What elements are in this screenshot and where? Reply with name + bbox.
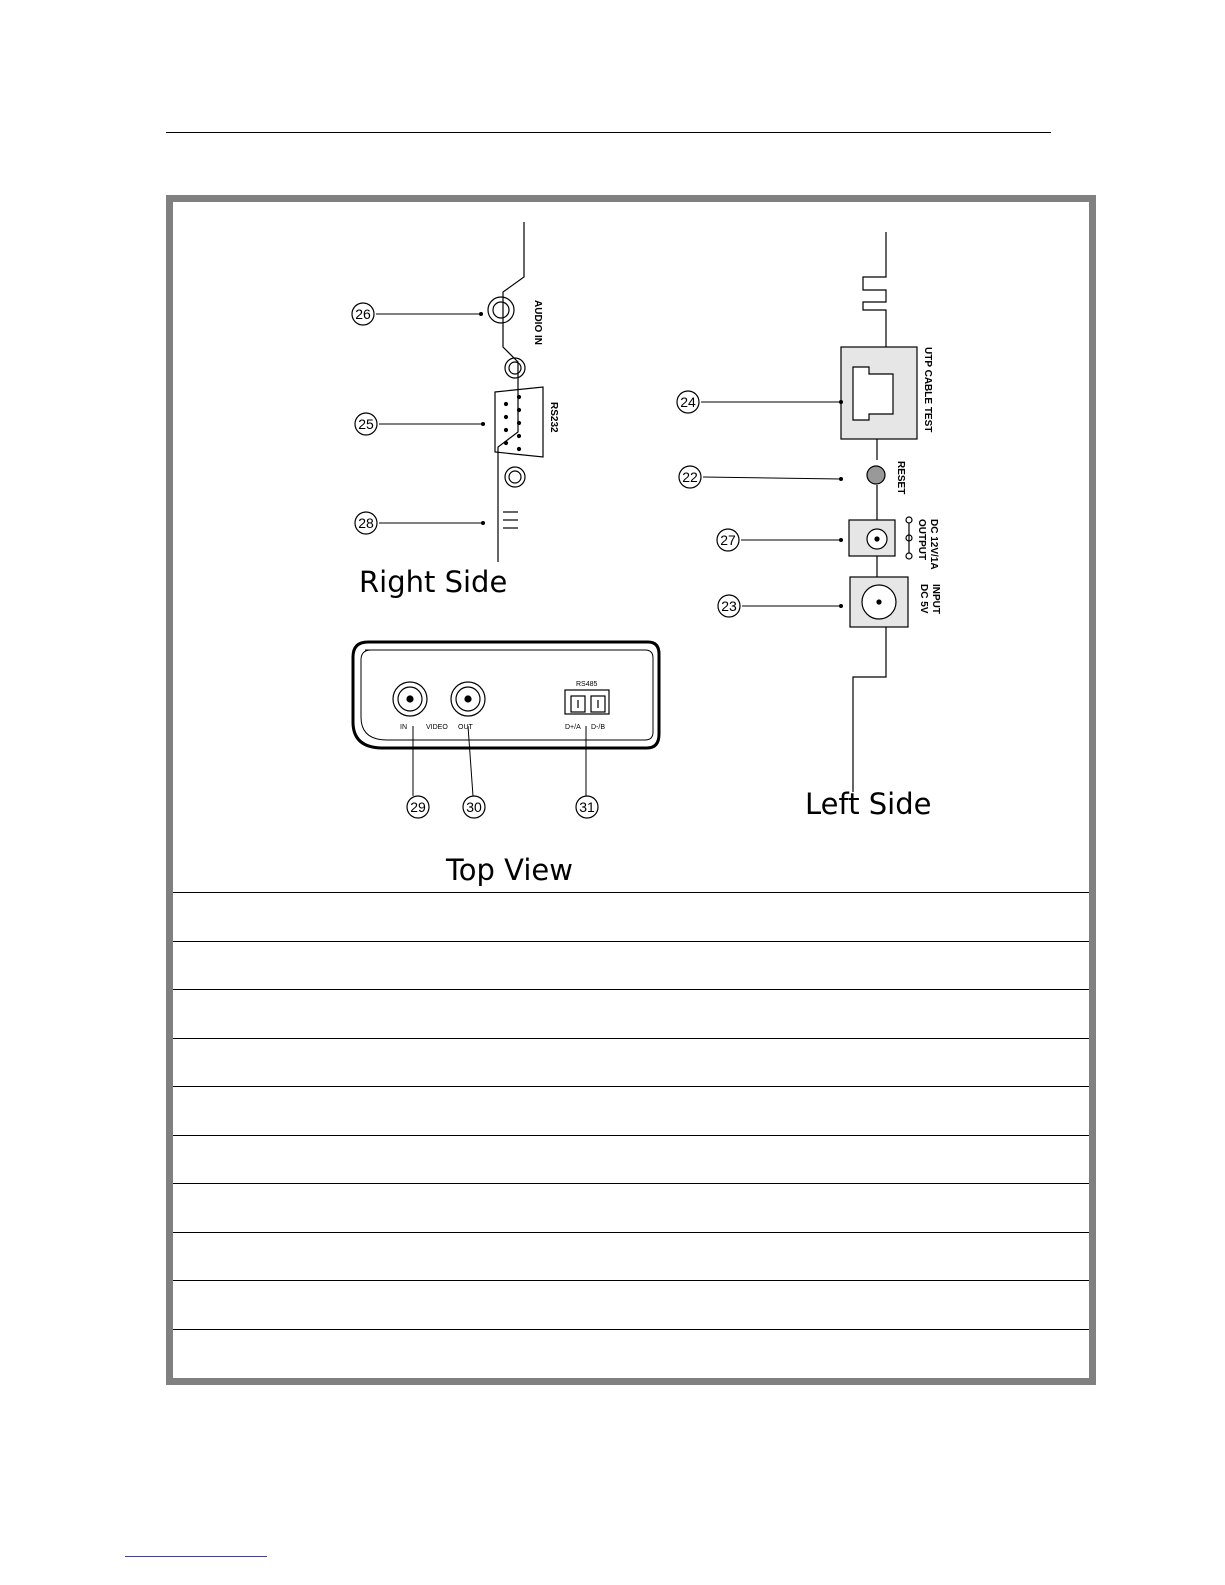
- rs232-label: RS232: [548, 402, 559, 433]
- device-diagram-svg: [173, 202, 1089, 892]
- header-rule: [166, 132, 1051, 133]
- left-side-view: [841, 232, 917, 792]
- reset-label: RESET: [895, 461, 906, 495]
- table-row: [173, 1280, 1089, 1329]
- footer-link-underline: [125, 1556, 267, 1557]
- top-view: [353, 642, 659, 748]
- svg-text:25: 25: [358, 416, 374, 432]
- callout-25: [355, 413, 485, 435]
- table-row: [173, 1086, 1089, 1135]
- table-row: [173, 892, 1089, 941]
- left-side-title: Left Side: [805, 787, 932, 821]
- top-view-title: Top View: [446, 853, 573, 887]
- input-label-2: DC 5V: [918, 584, 929, 614]
- table-row: [173, 1232, 1089, 1281]
- input-label-1: INPUT: [930, 584, 941, 614]
- svg-text:28: 28: [358, 515, 374, 531]
- video-out-label: OUT: [458, 724, 473, 731]
- rs485-label: RS485: [576, 681, 598, 688]
- callout-26: [352, 303, 483, 325]
- round-jack-upper: [505, 358, 525, 378]
- dc-output-label-2: OUTPUT: [916, 519, 927, 561]
- table-row: [173, 989, 1089, 1038]
- table-row: [173, 1329, 1089, 1378]
- svg-text:23: 23: [721, 598, 737, 614]
- svg-text:26: 26: [355, 306, 371, 322]
- svg-text:31: 31: [579, 799, 595, 815]
- right-side-view: [488, 222, 543, 562]
- right-side-title: Right Side: [359, 565, 508, 599]
- callout-22: [679, 466, 843, 488]
- audio-in-jack: [488, 297, 514, 323]
- svg-text:27: 27: [720, 532, 736, 548]
- callout-23: [718, 595, 843, 617]
- d-plus-label: D+/A: [565, 724, 581, 731]
- description-table: [173, 892, 1089, 1377]
- round-jack-lower: [505, 467, 525, 487]
- video-label: VIDEO: [426, 724, 448, 731]
- svg-text:24: 24: [680, 394, 696, 410]
- video-in-label: IN: [400, 724, 407, 731]
- callout-28: [355, 512, 485, 534]
- d-minus-label: D-/B: [591, 724, 605, 731]
- audio-in-label: AUDIO IN: [532, 300, 543, 345]
- table-row: [173, 1135, 1089, 1184]
- device-diagram: [173, 202, 1089, 892]
- utp-cable-test-label: UTP CABLE TEST: [922, 347, 933, 433]
- callout-24: [677, 391, 843, 413]
- svg-text:22: 22: [682, 469, 698, 485]
- table-row: [173, 1183, 1089, 1232]
- svg-text:30: 30: [466, 799, 482, 815]
- dc-output-label-1: DC 12V/1A: [928, 519, 939, 570]
- svg-text:29: 29: [410, 799, 426, 815]
- table-row: [173, 941, 1089, 990]
- table-row: [173, 1038, 1089, 1087]
- callout-27: [717, 529, 843, 551]
- reset-button: [867, 466, 885, 484]
- figure-table-frame: [166, 195, 1096, 1385]
